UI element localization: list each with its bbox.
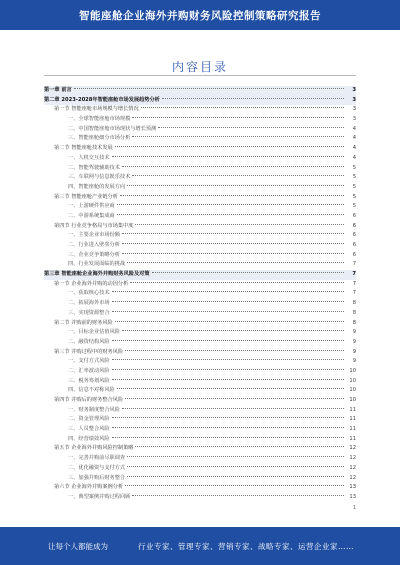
toc-entry-page: 7 — [352, 290, 356, 297]
toc-leader-dots — [115, 321, 344, 322]
toc-entry-page: 11 — [349, 426, 356, 433]
toc-entry-page: 13 — [349, 493, 356, 500]
toc-subsection-entry[interactable] — [44, 154, 356, 164]
toc-subsection-entry[interactable] — [44, 202, 356, 212]
toc-entry-page: 6 — [352, 251, 356, 258]
toc-entry-title: 第四节 行业竞争格局与市场集中度 — [54, 222, 134, 229]
toc-entry-title: 一、全球智能座舱市场规模 — [68, 116, 131, 123]
toc-subsection-entry[interactable] — [44, 241, 356, 251]
toc-entry-title: 一、典型案例并购过程回顾 — [68, 493, 131, 500]
toc-entry-title: 二、融资结构风险 — [68, 338, 110, 345]
toc-leader-dots — [112, 379, 344, 380]
toc-leader-dots — [132, 495, 344, 496]
toc-entry-title: 四、行业发展面临的挑战 — [68, 261, 126, 268]
toc-leader-dots — [112, 437, 344, 438]
toc-subsection-entry[interactable] — [44, 357, 356, 367]
toc-entry-page: 6 — [352, 242, 356, 248]
toc-entry-title: 四、智能座舱的发展方向 — [68, 183, 126, 190]
toc-entry-title: 四、经营绩效风险 — [68, 435, 110, 442]
toc-leader-dots — [112, 369, 344, 370]
toc-subsection-entry[interactable] — [44, 115, 356, 125]
toc-section-entry[interactable] — [44, 105, 356, 115]
toc-subsection-entry[interactable] — [44, 309, 356, 319]
toc-entry-page: 3 — [352, 116, 356, 123]
toc-leader-dots — [135, 224, 344, 225]
toc-entry-title: 三、税务筹划风险 — [68, 377, 110, 384]
toc-leader-dots — [117, 214, 344, 215]
toc-subsection-entry[interactable] — [44, 173, 356, 183]
toc-entry-page: 9 — [352, 358, 356, 365]
toc-entry-title: 二、行业进入壁垒分析 — [68, 242, 120, 248]
toc-entry-title: 一、人机交互技术 — [68, 154, 110, 161]
toc-entry-page: 3 — [352, 106, 356, 113]
toc-entry-title: 一、目标企业估值风险 — [68, 329, 120, 336]
toc-section-entry[interactable] — [44, 222, 356, 232]
toc-section-entry[interactable] — [44, 396, 356, 406]
toc-entry-page: 7 — [352, 280, 356, 287]
toc-entry-page: 7 — [352, 271, 356, 278]
toc-entry-page: 5 — [352, 183, 356, 190]
toc-leader-dots — [117, 388, 344, 389]
toc-entry-title: 第四节 并购后的财务整合风险 — [54, 397, 124, 403]
toc-leader-dots — [112, 359, 344, 360]
toc-entry-page: 8 — [352, 319, 356, 326]
toc-entry-page: 8 — [352, 309, 356, 316]
toc-leader-dots — [112, 291, 344, 292]
toc-section-entry[interactable] — [44, 444, 356, 454]
toc-leader-dots — [130, 282, 344, 283]
toc-entry-title: 第六节 企业海外并购案例分析 — [54, 484, 124, 491]
toc-entry-page: 9 — [352, 338, 356, 345]
toc-entry-page: 12 — [349, 445, 356, 452]
toc-entry-title: 三、车联网与信息娱乐技术 — [68, 174, 131, 181]
toc-subsection-entry[interactable] — [44, 425, 356, 435]
table-of-contents — [44, 86, 356, 503]
toc-entry-page: 4 — [352, 145, 356, 152]
toc-entry-title: 三、企业竞争策略分析 — [68, 251, 120, 258]
toc-entry-title: 三、实现资源整合 — [68, 309, 110, 316]
toc-entry-title: 一、财务制度整合风险 — [68, 406, 120, 413]
toc-entry-title: 第五节 企业海外并购风险控制策略 — [54, 445, 134, 452]
toc-entry-title: 二、资金管理风险 — [68, 416, 110, 423]
toc-entry-page: 8 — [352, 300, 356, 307]
toc-leader-dots — [115, 146, 344, 147]
toc-entry-title: 二、拓展海外市场 — [68, 300, 110, 307]
toc-entry-title: 二、汇率波动风险 — [68, 367, 110, 374]
toc-leader-dots — [122, 253, 344, 254]
toc-subsection-entry[interactable] — [44, 183, 356, 193]
toc-leader-dots — [162, 98, 344, 99]
toc-leader-dots — [158, 127, 344, 128]
toc-subsection-entry[interactable] — [44, 134, 356, 144]
toc-leader-dots — [132, 117, 344, 118]
toc-entry-title: 第二节 智能座舱技术发展 — [54, 145, 113, 152]
toc-leader-dots — [74, 88, 344, 89]
toc-subsection-entry[interactable] — [44, 338, 356, 348]
toc-entry-title: 一、获取核心技术 — [68, 290, 110, 297]
toc-section-entry[interactable] — [44, 319, 356, 329]
toc-leader-dots — [141, 107, 344, 108]
toc-entry-title: 一、上游硬件供应商 — [68, 203, 115, 210]
toc-leader-dots — [127, 185, 344, 186]
toc-section-entry[interactable] — [44, 144, 356, 154]
toc-entry-page: 10 — [349, 367, 356, 374]
toc-entry-page: 4 — [352, 125, 356, 132]
toc-subsection-entry[interactable] — [44, 289, 356, 299]
toc-leader-dots — [112, 417, 344, 418]
toc-entry-title: 一、支付方式风险 — [68, 358, 110, 365]
toc-section-entry[interactable] — [44, 280, 356, 290]
toc-entry-title: 四、信息不对称风险 — [68, 387, 115, 394]
toc-entry-title: 二、优化融资与支付方式 — [68, 464, 126, 471]
toc-entry-page: 10 — [349, 387, 356, 394]
toc-leader-dots — [122, 243, 344, 244]
toc-entry-page: 5 — [352, 203, 356, 210]
toc-entry-title: 三、加强并购后财务整合 — [68, 474, 126, 481]
toc-subsection-entry[interactable] — [44, 464, 356, 474]
toc-entry-page: 3 — [352, 87, 356, 93]
toc-entry-page: 12 — [349, 455, 356, 462]
toc-entry-page: 11 — [349, 416, 356, 423]
toc-entry-page: 5 — [352, 174, 356, 181]
toc-leader-dots — [127, 456, 344, 457]
toc-entry-title: 第三节 智能座舱产业链分析 — [54, 193, 118, 200]
toc-entry-page: 3 — [352, 96, 356, 103]
toc-entry-page: 9 — [352, 329, 356, 336]
toc-leader-dots — [112, 340, 344, 341]
toc-leader-dots — [127, 262, 344, 263]
toc-chapter-entry[interactable] — [44, 96, 356, 106]
footer-banner — [0, 527, 400, 565]
toc-section-entry[interactable] — [44, 193, 356, 203]
toc-subsection-entry[interactable] — [44, 260, 356, 270]
report-header-banner — [0, 0, 400, 30]
toc-leader-dots — [112, 156, 344, 157]
toc-leader-dots — [120, 195, 344, 196]
toc-entry-page: 11 — [349, 435, 356, 442]
toc-leader-dots — [127, 466, 344, 467]
toc-divider — [44, 75, 356, 76]
toc-leader-dots — [112, 427, 344, 428]
toc-entry-page: 10 — [349, 397, 356, 403]
toc-leader-dots — [122, 233, 344, 234]
toc-entry-title: 二、中国智能座舱市场现状与增长预测 — [68, 125, 157, 132]
toc-subsection-entry[interactable] — [44, 377, 356, 387]
toc-subsection-entry[interactable] — [44, 231, 356, 241]
toc-entry-page: 6 — [352, 222, 356, 229]
toc-subsection-entry[interactable] — [44, 406, 356, 416]
toc-entry-title: 第一节 智能座舱市场规模与增长情况 — [54, 106, 139, 113]
toc-entry-title: 第二节 并购前的财务风险 — [54, 319, 113, 326]
toc-entry-title: 第一节 企业海外并购的动因分析 — [54, 280, 129, 287]
toc-entry-page: 12 — [349, 474, 356, 481]
toc-entry-page: 12 — [349, 464, 356, 471]
toc-entry-page: 9 — [352, 348, 356, 355]
toc-entry-title: 一、完善并购前尽职调查 — [68, 455, 126, 462]
toc-subsection-entry[interactable] — [44, 299, 356, 309]
toc-heading: 内容目录 — [171, 60, 228, 74]
toc-entry-title: 第二章 2023-2028年智能座舱市场发展趋势分析 — [44, 96, 160, 103]
toc-entry-page: 13 — [349, 484, 356, 491]
toc-entry-title: 二、中游系统集成商 — [68, 212, 115, 219]
toc-leader-dots — [132, 136, 344, 137]
toc-entry-page: 5 — [352, 164, 356, 171]
toc-entry-title: 第三节 并购过程中的财务风险 — [54, 348, 124, 355]
toc-entry-title: 第一章 前言 — [44, 87, 72, 93]
toc-entry-page: 6 — [352, 232, 356, 239]
toc-subsection-entry[interactable] — [44, 386, 356, 396]
footer-slogan: 行业专家、管理专家、营销专家、战略专家、运营企业家…… — [138, 541, 354, 551]
toc-section-entry[interactable] — [44, 483, 356, 493]
toc-leader-dots — [135, 446, 344, 447]
toc-leader-dots — [127, 476, 344, 477]
toc-leader-dots — [122, 330, 344, 331]
page-number: 1 — [352, 505, 356, 511]
toc-entry-title: 三、人员整合风险 — [68, 426, 110, 433]
toc-entry-page: 10 — [349, 377, 356, 384]
toc-chapter-entry[interactable] — [44, 86, 356, 96]
footer-brand: 让每个人都能成为 — [48, 541, 108, 551]
report-title: 智能座舱企业海外并购财务风险控制策略研究报告 — [79, 9, 321, 22]
toc-leader-dots — [112, 311, 344, 312]
toc-subsection-entry[interactable] — [44, 164, 356, 174]
toc-leader-dots — [122, 166, 344, 167]
toc-entry-page: 4 — [352, 154, 356, 161]
toc-subsection-entry[interactable] — [44, 367, 356, 377]
toc-entry-title: 一、主要企业市场份额 — [68, 232, 120, 239]
toc-subsection-entry[interactable] — [44, 454, 356, 464]
toc-entry-page: 4 — [352, 135, 356, 142]
toc-subsection-entry[interactable] — [44, 415, 356, 425]
toc-subsection-entry[interactable] — [44, 474, 356, 484]
toc-entry-title: 三、智能座舱细分市场分析 — [68, 135, 131, 142]
toc-subsection-entry[interactable] — [44, 435, 356, 445]
toc-leader-dots — [112, 301, 344, 302]
toc-leader-dots — [125, 485, 344, 486]
toc-entry-page: 11 — [349, 406, 356, 413]
toc-subsection-entry[interactable] — [44, 212, 356, 222]
toc-leader-dots — [117, 204, 344, 205]
toc-entry-page: 5 — [352, 193, 356, 200]
toc-chapter-entry[interactable] — [44, 270, 356, 280]
toc-entry-page: 7 — [352, 261, 356, 268]
toc-subsection-entry[interactable] — [44, 125, 356, 135]
toc-entry-page: 6 — [352, 212, 356, 219]
toc-subsection-entry[interactable] — [44, 493, 356, 503]
toc-subsection-entry[interactable] — [44, 251, 356, 261]
toc-subsection-entry[interactable] — [44, 328, 356, 338]
toc-leader-dots — [132, 175, 344, 176]
toc-section-entry[interactable] — [44, 348, 356, 358]
toc-leader-dots — [152, 272, 344, 273]
toc-entry-title: 第三章 智能座舱企业海外并购财务风险及对策 — [44, 271, 150, 278]
toc-entry-title: 二、智能驾驶辅助技术 — [68, 164, 120, 171]
toc-leader-dots — [125, 350, 344, 351]
toc-leader-dots — [125, 398, 344, 399]
toc-leader-dots — [122, 408, 344, 409]
